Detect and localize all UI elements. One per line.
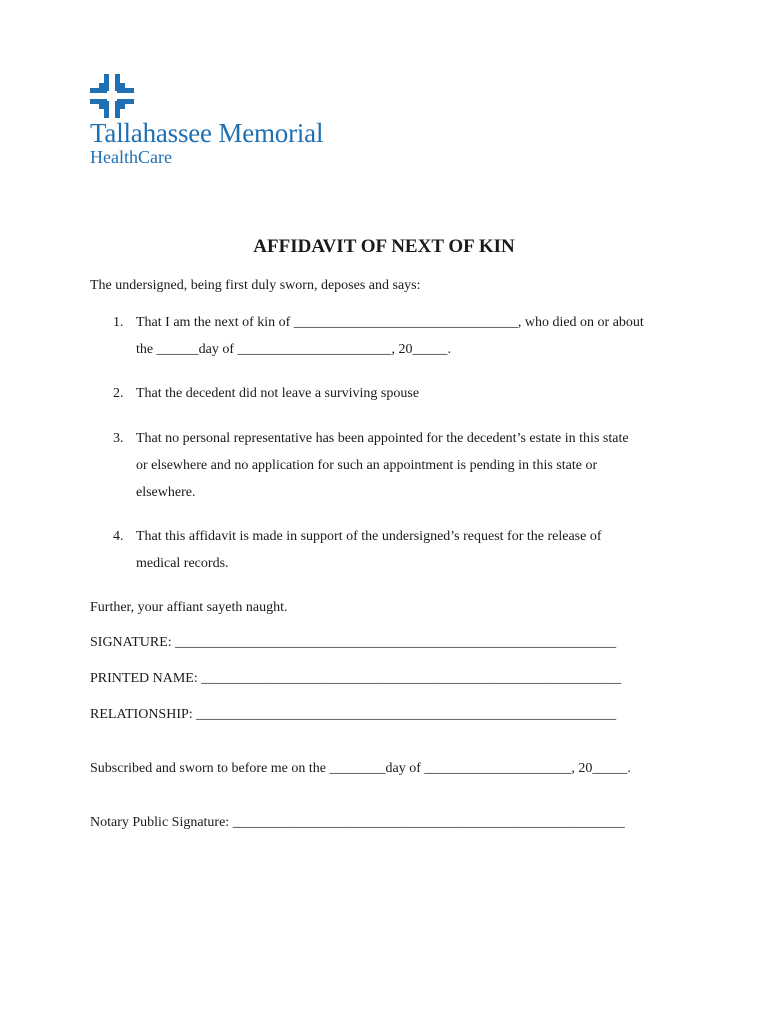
affidavit-item-1	[136, 309, 644, 363]
item-line: medical records.	[136, 556, 229, 571]
document-title: AFFIDAVIT OF NEXT OF KIN	[253, 236, 515, 257]
item-line: or elsewhere and no application for such an appointment is pending in this state or	[136, 458, 598, 473]
item-line: That this affidavit is made in support of the undersigned’s request for the release of	[136, 529, 602, 544]
item-line: That I am the next of kin of ________________________________, who died on or about	[136, 315, 644, 330]
relationship-field: RELATIONSHIP: ____________________________________________________________	[90, 707, 617, 722]
organization-logo	[90, 74, 350, 169]
organization-name: Tallahassee Memorial	[90, 118, 324, 148]
notary-signature-field: Notary Public Signature: ________________________________________________________	[90, 815, 625, 830]
cross-logo-icon	[90, 74, 134, 118]
subscribed-sworn-field: Subscribed and sworn to before me on the ________day of _____________________, 20_____.	[90, 761, 631, 776]
affidavit-item-4	[136, 523, 602, 577]
signature-field: SIGNATURE: _______________________________________________________________	[90, 635, 617, 650]
intro-statement: The undersigned, being first duly sworn, deposes and says:	[90, 278, 421, 293]
item-number: 4.	[113, 529, 124, 544]
item-number: 3.	[113, 431, 124, 446]
affidavit-item-3	[136, 425, 629, 506]
printed-name-field: PRINTED NAME: ____________________________________________________________	[90, 671, 622, 686]
item-line: the ______day of ______________________, 20_____.	[136, 342, 451, 357]
item-line: That no personal representative has been appointed for the decedent’s estate in this state	[136, 431, 629, 446]
affidavit-item-2	[136, 380, 419, 407]
item-line: elsewhere.	[136, 485, 196, 500]
item-line: That the decedent did not leave a surviving spouse	[136, 386, 420, 401]
item-number: 2.	[113, 386, 124, 401]
item-number: 1.	[113, 315, 124, 330]
organization-subname: HealthCare	[90, 147, 172, 167]
closing-statement: Further, your affiant sayeth naught.	[90, 600, 288, 615]
